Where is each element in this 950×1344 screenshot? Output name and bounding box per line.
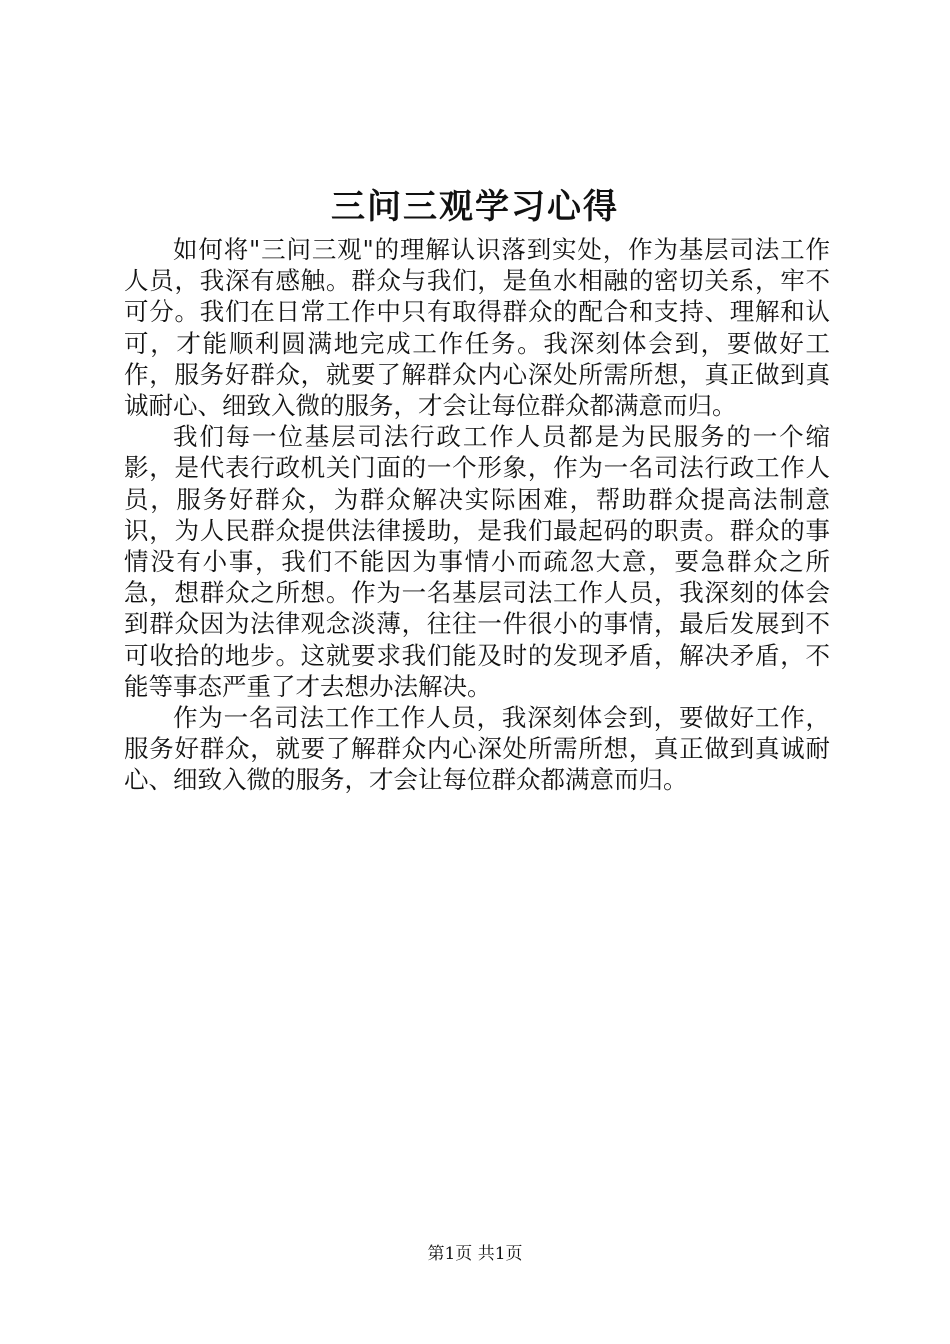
paragraph-1: 如何将"三问三观"的理解认识落到实处，作为基层司法工作人员，我深有感触。群众与我们，是鱼水相融的密切关系，牢不可分。我们在日常工作中只有取得群众的配合和支持、理解和认可，才能顺利圆满地完成工作任务。我深刻体会到，要做好工作，服务好群众，就要了解群众内心深处所需所想，真正做到真诚耐心、细致入微的服务，才会让每位群众都满意而归。 xyxy=(124,235,830,421)
document-body xyxy=(124,234,830,796)
paragraph-2: 我们每一位基层司法行政工作人员都是为民服务的一个缩影，是代表行政机关门面的一个形象，作为一名司法行政工作人员，服务好群众，为群众解决实际困难，帮助群众提高法制意识，为人民群众提供法律援助，是我们最起码的职责。群众的事情没有小事，我们不能因为事情小而疏忽大意，要急群众之所急，想群众之所想。作为一名基层司法工作人员，我深刻的体会到群众因为法律观念淡薄，往往一件很小的事情，最后发展到不可收拾的地步。这就要求我们能及时的发现矛盾，解决矛盾，不能等事态严重了才去想办法解决。 xyxy=(124,422,830,701)
paragraph-3: 作为一名司法工作工作人员，我深刻体会到，要做好工作，服务好群众，就要了解群众内心深处所需所想，真正做到真诚耐心、细致入微的服务，才会让每位群众都满意而归。 xyxy=(124,703,830,795)
document-title: 三问三观学习心得 xyxy=(331,187,619,227)
page-footer: 第1页 共1页 xyxy=(427,1244,523,1264)
